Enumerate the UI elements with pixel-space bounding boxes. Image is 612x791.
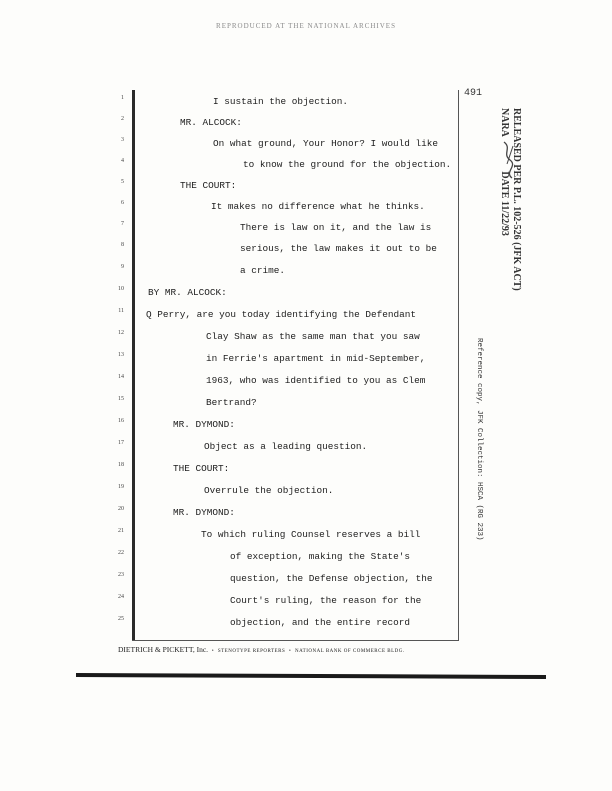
transcript-line: objection, and the entire record xyxy=(230,617,411,628)
footer-bank: NATIONAL BANK OF COMMERCE BLDG. xyxy=(295,649,405,654)
line-number: 7 xyxy=(121,221,124,227)
footer-separator: • xyxy=(288,649,292,654)
transcript-line: to know the ground for the objection. xyxy=(243,159,452,170)
transcript-right-rule xyxy=(458,90,459,640)
line-number: 5 xyxy=(121,179,124,185)
line-number: 14 xyxy=(118,374,124,380)
footer-separator: • xyxy=(211,649,215,654)
transcript-line: Bertrand? xyxy=(206,397,257,408)
footer-rule xyxy=(76,673,546,679)
line-number: 17 xyxy=(118,440,124,446)
line-number: 20 xyxy=(118,506,124,512)
transcript-line: THE COURT: xyxy=(173,463,230,474)
transcript-line: MR. DYMOND: xyxy=(173,507,235,518)
transcript-line: 1963, who was identified to you as Clem xyxy=(206,375,426,386)
line-number: 12 xyxy=(118,330,124,336)
transcript-bottom-rule xyxy=(132,640,459,641)
reporter-footer xyxy=(118,645,405,654)
footer-reporters: STENOTYPE REPORTERS xyxy=(217,649,286,654)
transcript-line: I sustain the objection. xyxy=(213,96,349,107)
transcript-left-rule xyxy=(132,90,135,640)
transcript-line: Q Perry, are you today identifying the Defendant xyxy=(146,309,417,320)
transcript-line: serious, the law makes it out to be xyxy=(240,243,437,254)
archive-stamp: REPRODUCED AT THE NATIONAL ARCHIVES xyxy=(216,22,396,30)
line-number: 11 xyxy=(118,308,124,314)
line-number: 9 xyxy=(121,264,124,270)
release-stamp xyxy=(511,108,522,291)
transcript-line: Object as a leading question. xyxy=(204,441,368,452)
transcript-line: To which ruling Counsel reserves a bill xyxy=(201,529,421,540)
transcript-line: question, the Defense objection, the xyxy=(230,573,433,584)
line-number: 18 xyxy=(118,462,124,468)
line-number: 4 xyxy=(121,158,124,164)
transcript-line: On what ground, Your Honor? I would like xyxy=(213,138,439,149)
transcript-line: It makes no difference what he thinks. xyxy=(211,201,425,212)
transcript-line: of exception, making the State's xyxy=(230,551,411,562)
firm-name: DIETRICH & PICKETT, Inc. xyxy=(118,645,209,654)
line-number: 6 xyxy=(121,200,124,206)
line-number: 23 xyxy=(118,572,124,578)
initials-signature xyxy=(500,140,518,180)
stamp-date: DATE 11/22/93 xyxy=(499,171,510,236)
transcript-line: in Ferrie's apartment in mid-September, xyxy=(206,353,426,364)
line-number: 16 xyxy=(118,418,124,424)
transcript-line: a crime. xyxy=(240,265,286,276)
transcript-line: Clay Shaw as the same man that you saw xyxy=(206,331,420,342)
transcript-line: BY MR. ALCOCK: xyxy=(148,287,227,298)
line-number: 8 xyxy=(121,242,124,248)
line-number: 22 xyxy=(118,550,124,556)
line-number: 3 xyxy=(121,137,124,143)
transcript-line: Court's ruling, the reason for the xyxy=(230,595,422,606)
line-number: 25 xyxy=(118,616,124,622)
line-number: 1 xyxy=(121,95,124,101)
line-number: 19 xyxy=(118,484,124,490)
transcript-line: MR. ALCOCK: xyxy=(180,117,242,128)
reference-copy-stamp: Reference copy, JFK Collection: HSCA (RG 233) xyxy=(475,338,483,541)
line-number: 15 xyxy=(118,396,124,402)
line-number: 13 xyxy=(118,352,124,358)
transcript-line: THE COURT: xyxy=(180,180,237,191)
release-text: RELEASED PER P.L. 102-526 (JFK ACT) xyxy=(511,108,522,291)
line-number: 21 xyxy=(118,528,124,534)
transcript-line: There is law on it, and the law is xyxy=(240,222,432,233)
line-number: 24 xyxy=(118,594,124,600)
line-number: 10 xyxy=(118,286,124,292)
nara-label: NARA xyxy=(499,108,510,137)
transcript-line: MR. DYMOND: xyxy=(173,419,235,430)
line-number: 2 xyxy=(121,116,124,122)
transcript-line: Overrule the objection. xyxy=(204,485,334,496)
page-number: 491 xyxy=(464,88,483,99)
